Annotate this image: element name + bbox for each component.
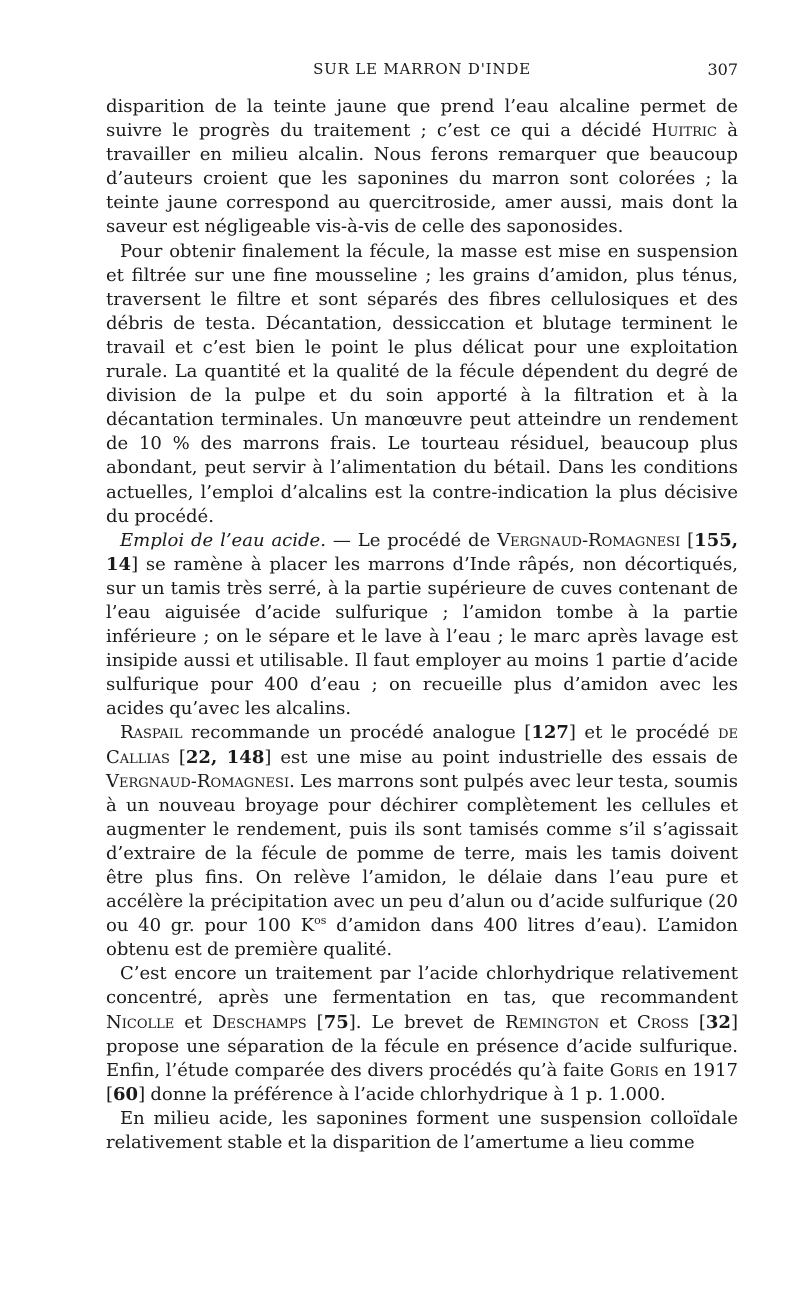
running-header (106, 60, 738, 86)
text-run: [ (306, 1011, 324, 1033)
citation-ref: 60 (113, 1083, 139, 1105)
author-name: Remington (505, 1011, 600, 1033)
text-run: ] donne la préférence à l’acide chlorhydrique à 1 p. 1.000. (138, 1083, 666, 1105)
citation-ref: 127 (531, 722, 569, 744)
text-run: recommande un procédé analogue [ (182, 722, 532, 744)
author-name: Goris (609, 1059, 659, 1081)
superscript: os (314, 914, 327, 928)
citation-ref: 32 (705, 1011, 731, 1033)
text-run: en 1917 [ (106, 1059, 738, 1105)
page-number: 307 (707, 60, 738, 79)
text-run: ] et le procédé (568, 722, 719, 744)
paragraph (106, 95, 738, 240)
text-run: et (599, 1011, 638, 1033)
text-run: disparition de la teinte jaune que prend l’eau alcaline permet de suivre le progrès du traitement ; c’est ce qui a décidé (106, 96, 738, 142)
author-name: de Callias (106, 722, 739, 768)
paragraph (106, 962, 738, 1107)
text-run: Pour obtenir finalement la fécule, la masse est mise en suspension et filtrée sur une fine mousseline ; les grains d’amidon, plus ténus, traversent le filtre et sont séparés des fibres cellulosiques et des débris de testa. Décantation, dessiccation et blutage terminent le travail et c’est bien le point le plus délicat pour une exploitation rurale. La quantité et la qualité de la fécule dépendent du degré de division de la pulpe et du soin apporté à la filtration et à la décantation terminales. Un manœuvre peut atteindre un rendement de 10 % des marrons frais. Le tourteau résiduel, beaucoup plus abondant, peut servir à l’alimentation du bétail. Dans les conditions actuelles, l’emploi d’alcalins est la contre-indication la plus décisive du procédé. (106, 240, 738, 527)
author-name: Vergnaud-Romagnesi (497, 529, 681, 551)
text-run: . Les marrons sont pulpés avec leur testa, soumis à un nouveau broyage pour déchirer complètement les cellules et augmenter le rendement, puis ils sont tamisés comme s’il s’agissait d’extraire de la fécule de pomme de terre, mais les tamis doivent être plus fins. On relève l’amidon, le délaie dans l’eau pure et accélère la précipitation avec un peu d’alun ou d’acide sulfurique (20 ou 40 gr. pour 100 K (106, 770, 738, 937)
author-name: Huitric (651, 120, 718, 142)
text-run: ] est une mise au point industrielle des essais de (264, 746, 739, 768)
author-name: Cross (637, 1011, 689, 1033)
body-text (106, 95, 738, 1155)
paragraph (106, 529, 738, 722)
citation-ref: 22, 148 (185, 746, 265, 768)
text-run: [ (688, 1011, 706, 1033)
text-run: ] propose une séparation de la fécule en présence d’acide sulfurique. Enfin, l’étude comparée des divers procédés qu’à faite (106, 1011, 738, 1081)
text-run: [ (169, 746, 186, 768)
author-name: Raspail (120, 722, 183, 744)
paragraph (106, 721, 738, 962)
section-heading: Emploi de l’eau acide. (120, 529, 326, 551)
text-run: ]. Le brevet de (348, 1011, 506, 1033)
running-title: SUR LE MARRON D'INDE (313, 60, 531, 78)
text-run: d’amidon dans 400 litres d’eau). L’amidon obtenu est de première qualité. (106, 915, 738, 961)
author-name: Vergnaud-Romagnesi (106, 770, 290, 792)
citation-ref: 155, 14 (106, 529, 739, 575)
paragraph (106, 1107, 738, 1155)
author-name: Deschamps (212, 1011, 307, 1033)
author-name: Nicolle (106, 1011, 175, 1033)
text-run: C’est encore un traitement par l’acide chlorhydrique relativement concentré, après une fermentation en tas, que recommandent (106, 963, 738, 1009)
text-run: et (174, 1011, 213, 1033)
text-run: à travailler en milieu alcalin. Nous ferons remarquer que beaucoup d’auteurs croient que les saponines du marron sont colorées ; la teinte jaune correspond au quercitroside, amer aussi, mais dont la saveur est négligeable vis-à-vis de celle des saponosides. (106, 120, 739, 238)
text-run: ] se ramène à placer les marrons d’Inde râpés, non décortiqués, sur un tamis très serré, à la partie supérieure de cuves contenant de l’eau aiguisée d’acide sulfurique ; l’amidon tombe à la partie inférieure ; on le sépare et le lave à l’eau ; le marc après lavage est insipide aussi et utilisable. Il faut employer au moins 1 partie d’acide sulfurique pour 400 d’eau ; on recueille plus d’amidon avec les acides qu’avec les alcalins. (106, 553, 738, 720)
text-run: [ (680, 529, 695, 551)
paragraph (106, 240, 738, 529)
text-run: — Le procédé de (325, 529, 498, 551)
citation-ref: 75 (323, 1011, 349, 1033)
text-run: En milieu acide, les saponines forment une suspension colloïdale relativement stable et la disparition de l’amertume a lieu comme (106, 1107, 738, 1154)
